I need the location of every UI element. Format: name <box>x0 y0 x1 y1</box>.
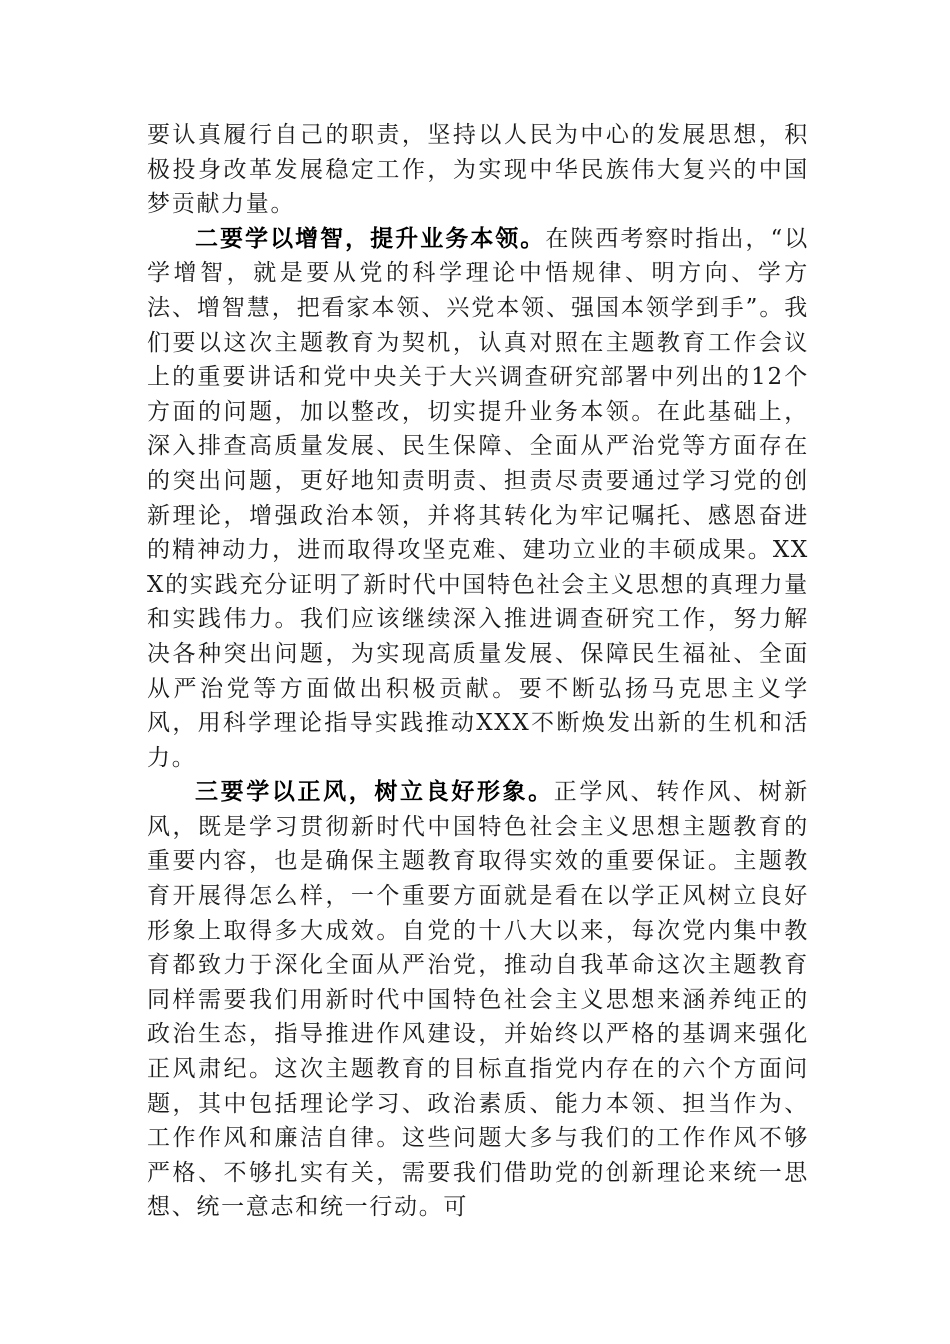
paragraph-2-text: 在陕西考察时指出，“以学增智，就是要从党的科学理论中悟规律、明方向、学方法、增智慧，把看家本领、兴党本领、强国本领学到手”。我们要以这次主题教育为契机，认真对照在主题教育工作会议上的重要讲话和党中央关于大兴调查研究部署中列出的12个方面的问题，加以整改，切实提升业务本领。在此基础上，深入排查高质量发展、民生保障、全面从严治党等方面存在的突出问题，更好地知责明责、担责尽责要通过学习党的创新理论，增强政治本领，并将其转化为牢记嘱托、感恩奋进的精神动力，进而取得攻坚克难、建功立业的丰硕成果。XXX的实践充分证明了新时代中国特色社会主义思想的真理力量和实践伟力。我们应该继续深入推进调查研究工作，努力解决各种突出问题，为实现高质量发展、保障民生福祉、全面从严治党等方面做出积极贡献。要不断弘扬马克思主义学风，用科学理论指导实践推动XXX不断焕发出新的生机和活力。 <box>147 225 809 771</box>
paragraph-1 <box>147 118 809 222</box>
paragraph-1-text: 要认真履行自己的职责，坚持以人民为中心的发展思想，积极投身改革发展稳定工作，为实现中华民族伟大复兴的中国梦贡献力量。 <box>147 122 809 218</box>
paragraph-3-text: 正学风、转作风、树新风，既是学习贯彻新时代中国特色社会主义思想主题教育的重要内容，也是确保主题教育取得实效的重要保证。主题教育开展得怎么样，一个重要方面就是看在以学正风树立良好形象上取得多大成效。自党的十八大以来，每次党内集中教育都致力于深化全面从严治党，推动自我革命这次主题教育同样需要我们用新时代中国特色社会主义思想来涵养纯正的政治生态，指导推进作风建设，并始终以严格的基调来强化正风肃纪。这次主题教育的目标直指党内存在的六个方面问题，其中包括理论学习、政治素质、能力本领、担当作为、工作作风和廉洁自律。这些问题大多与我们的工作作风不够严格、不够扎实有关，需要我们借助党的创新理论来统一思想、统一意志和统一行动。可 <box>147 779 809 1221</box>
paragraph-2 <box>147 222 809 776</box>
paragraph-3-lead: 三要学以正风，树立良好形象。 <box>195 778 554 806</box>
paragraph-3 <box>147 775 809 1225</box>
paragraph-2-lead: 二要学以增智，提升业务本领。 <box>195 224 546 252</box>
document-body <box>147 118 809 1225</box>
